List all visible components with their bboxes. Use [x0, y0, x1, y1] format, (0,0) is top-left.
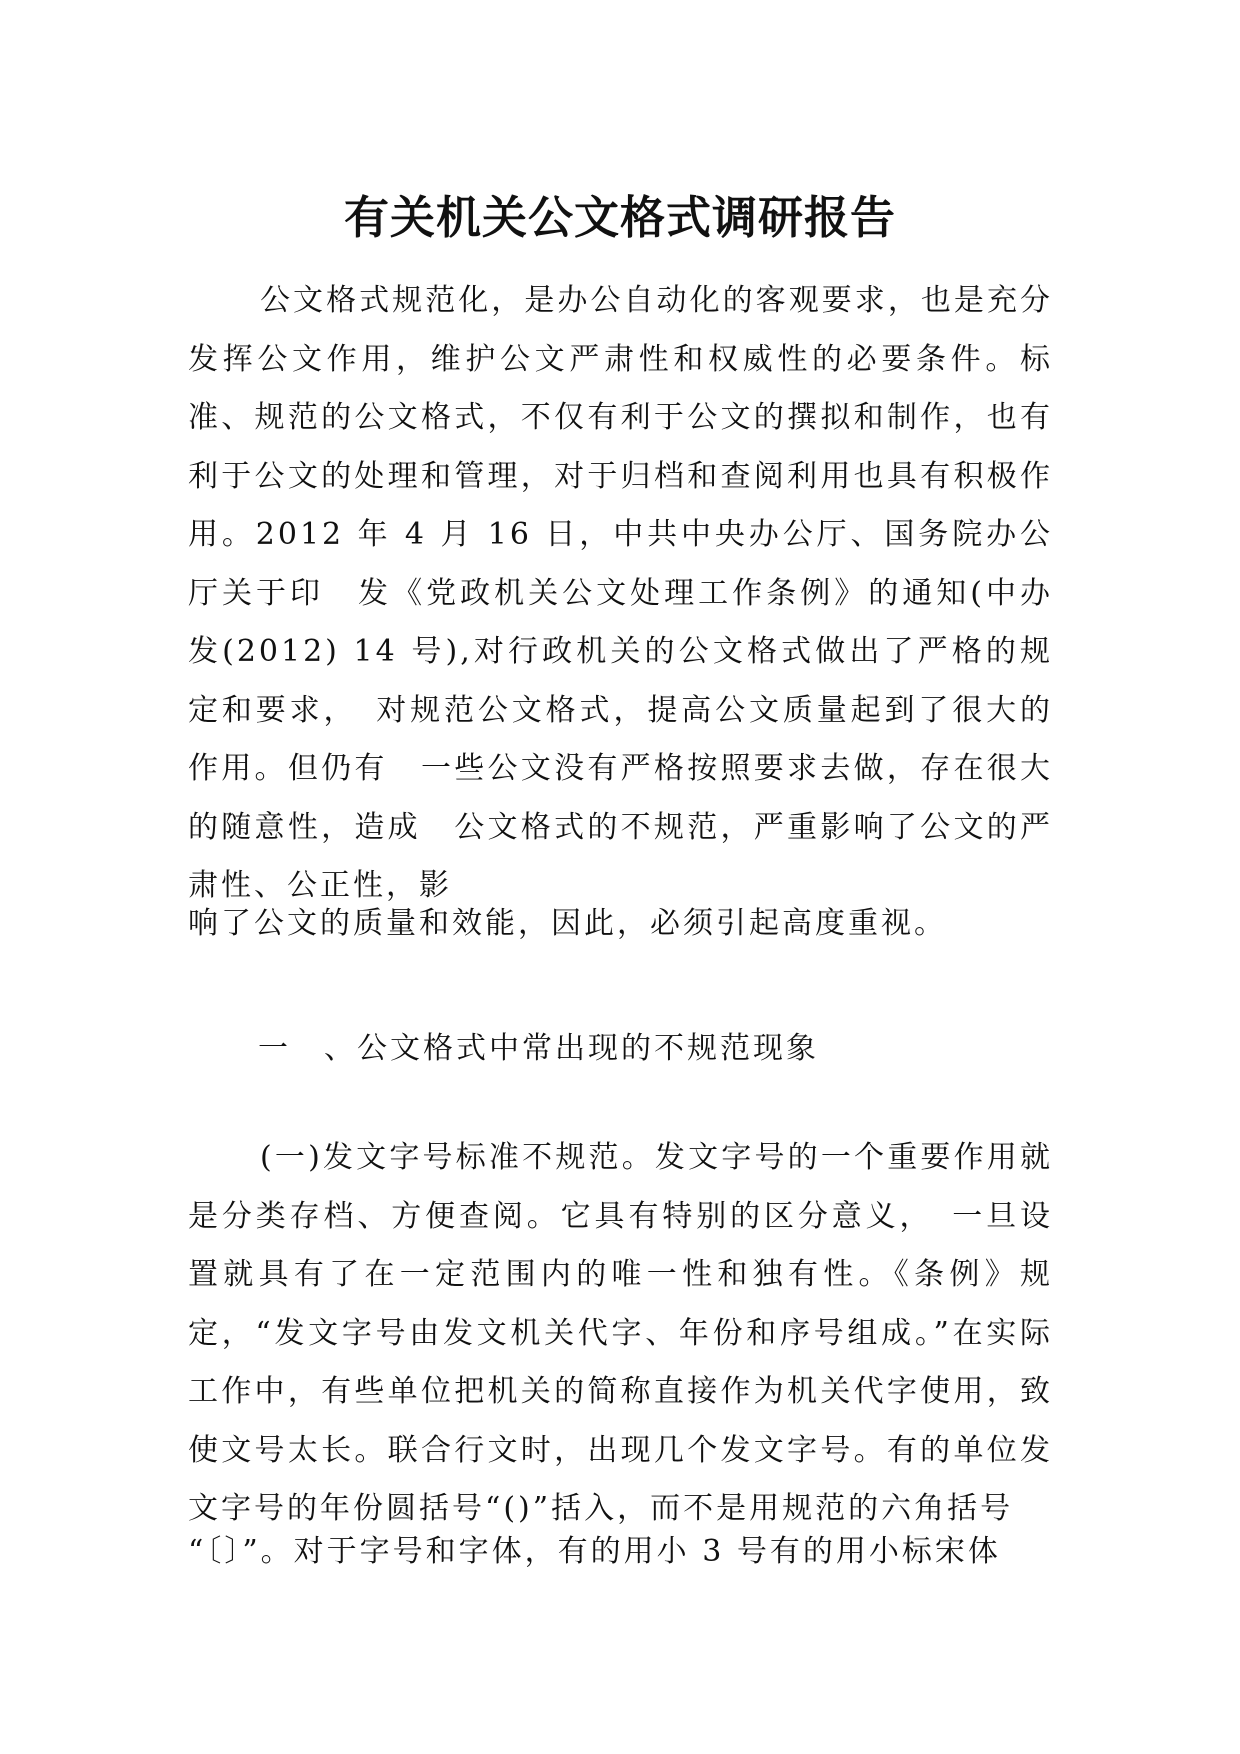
paragraph-intro: 公文格式规范化，是办公自动化的客观要求，也是充分发挥公文作用，维护公文严肃性和权威性的必要条件。标准、规范的公文格式，不仅有利于公文的撰拟和制作，也有利于公文的处理和管理，对于归档和查阅利用也具有积极作用。2012 年 4 月 16 日，中共中央办公厅、国务院办公厅关于印 发《党政机关公文处理工作条例》的通知(中办发(2012) 14 号),对行政机关的公文格式做出了严格的规定和要求， 对规范公文格式，提高公文质量起到了很大的作用。但仍有 一些公文没有严格按照要求去做，存在很大的随意性，造成 公文格式的不规范，严重影响了公文的严肃性、公正性，影: [188, 283, 1053, 903]
section-heading-1: 一 、公文格式中常出现的不规范现象: [258, 1031, 819, 1066]
paragraph-intro-continuation: 响了公文的质量和效能，因此，必须引起高度重视。: [188, 906, 947, 941]
paragraph-doc-number-continuation: “〔〕”。对于字号和字体，有的用小 3 号有的用小标宋体: [188, 1534, 1001, 1569]
paragraph-doc-number: (一)发文字号标准不规范。发文字号的一个重要作用就是分类存档、方便查阅。它具有特别的区分意义， 一旦设置就具有了在一定范围内的唯一性和独有性。《条例》规定，“发文字号由发文机关代字、年份和序号组成。”在实际工作中，有些单位把机关的简称直接作为机关代字使用，致使文号太长。联合行文时，出现几个发文字号。有的单位发文字号的年份圆括号“()”括入，而不是用规范的六角括号: [188, 1140, 1053, 1526]
document-title: 有关机关公文格式调研报告: [343, 191, 896, 244]
